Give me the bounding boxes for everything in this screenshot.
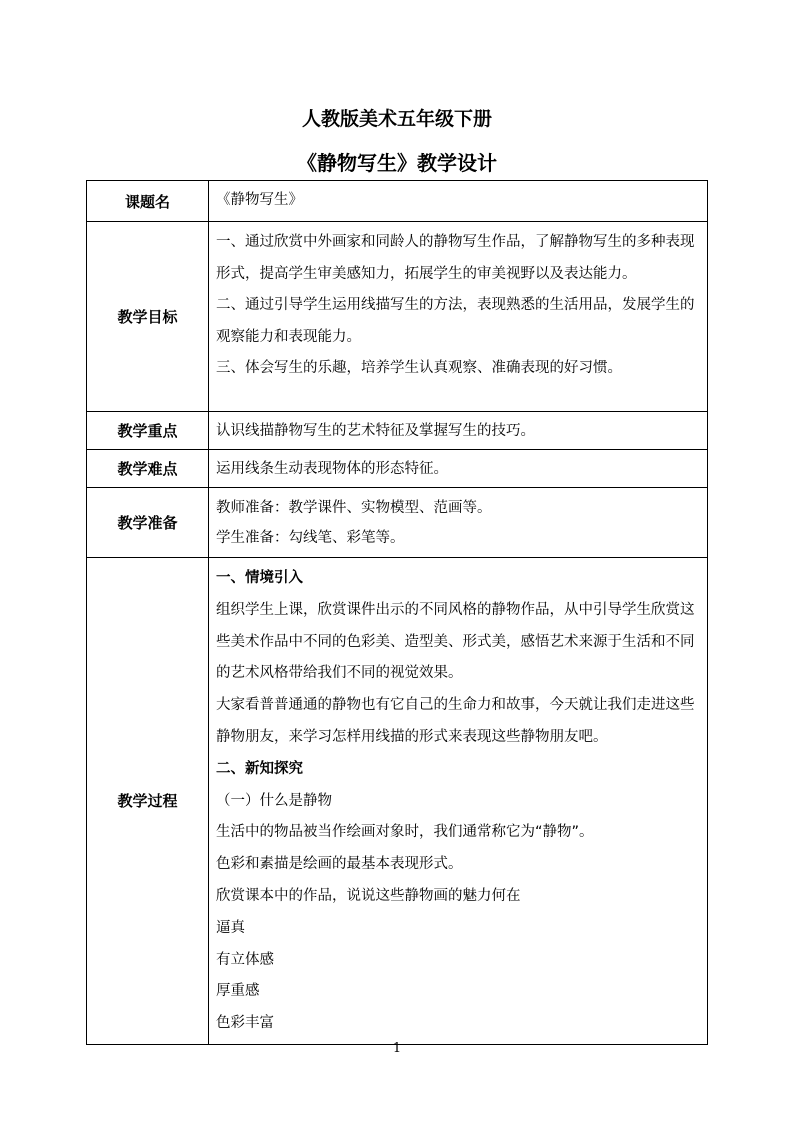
preparation-item: 学生准备：勾线笔、彩笔等。: [216, 530, 405, 546]
objective-item: 一、通过欣赏中外画家和同龄人的静物写生作品，了解静物写生的多种表现形式，提高学生审美感知力，拓展学生的审美视野以及表达能力。: [216, 234, 695, 282]
section-heading: 一、情境引入: [216, 570, 303, 586]
list-item: 厚重感: [216, 983, 260, 1000]
document-subtitle: 《静物写生》教学设计: [297, 151, 497, 175]
list-item: 色彩丰富: [216, 1015, 274, 1032]
table-row-process: [87, 558, 708, 1045]
table-row-preparation: [87, 488, 708, 558]
list-item: 有立体感: [216, 951, 274, 968]
table-row-objectives: [87, 222, 708, 412]
process-content: [209, 558, 708, 1045]
key-points-label: 教学重点: [87, 412, 209, 450]
preparation-content: [209, 488, 708, 558]
table-row-topic: [87, 181, 708, 222]
topic-value: 《静物写生》: [209, 181, 708, 222]
topic-label: 课题名: [87, 181, 209, 222]
section-heading: 二、新知探究: [216, 760, 303, 777]
objectives-content: [209, 222, 708, 412]
objective-item: 三、体会写生的乐趣，培养学生认真观察、准确表现的好习惯。: [216, 360, 622, 376]
document-title: 人教版美术五年级下册: [301, 108, 492, 130]
difficulties-value: 运用线条生动表现物体的形态特征。: [209, 450, 708, 488]
process-label: 教学过程: [87, 558, 209, 1045]
key-points-value: 认识线描静物写生的艺术特征及掌握写生的技巧。: [209, 412, 708, 450]
paragraph: 大家看普普通通的静物也有它自己的生命力和故事，今天就让我们走进这些静物朋友，来学习怎样用线描的形式来表现这些静物朋友吧。: [216, 697, 695, 745]
page-number: 1: [392, 1041, 402, 1056]
difficulties-label: 教学难点: [87, 450, 209, 488]
paragraph: 组织学生上课，欣赏课件出示的不同风格的静物作品，从中引导学生欣赏这些美术作品中不同的色彩美、造型美、形式美，感悟艺术来源于生活和不同的艺术风格带给我们不同的视觉效果。: [216, 601, 695, 682]
paragraph: 色彩和素描是绘画的最基本表现形式。: [216, 856, 463, 873]
list-item: 逼真: [216, 919, 245, 936]
subsection-heading: （一）什么是静物: [216, 792, 332, 809]
table-row-difficulties: [87, 450, 708, 488]
table-row-key-points: [87, 412, 708, 450]
lesson-plan-table: [86, 180, 708, 1045]
objective-item: 二、通过引导学生运用线描写生的方法，表现熟悉的生活用品，发展学生的观察能力和表现能力。: [216, 297, 695, 345]
preparation-item: 教师准备：教学课件、实物模型、范画等。: [216, 500, 492, 516]
paragraph: 生活中的物品被当作绘画对象时，我们通常称它为“静物”。: [216, 824, 594, 841]
paragraph: 欣赏课本中的作品，说说这些静物画的魅力何在: [216, 887, 521, 904]
preparation-label: 教学准备: [87, 488, 209, 558]
objectives-label: 教学目标: [87, 222, 209, 412]
